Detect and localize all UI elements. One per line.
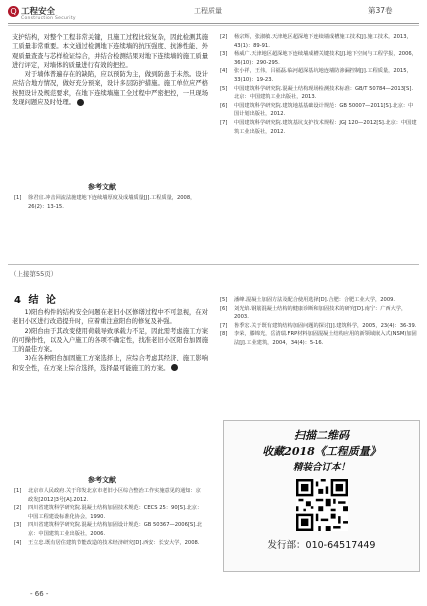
reference-item: [5] 潘峰.混凝土加固方法及配合使用选择[D].合肥：合肥工业大学，2009. xyxy=(220,297,396,303)
references-list-right xyxy=(220,296,418,348)
references-title: 参考文献 xyxy=(88,183,116,191)
conclusion-body xyxy=(12,308,208,373)
body-paragraph: 支护结构，对整个工程非常关键，且施工过程比较复杂，因此检测其施工质量非常重要。本文通过检测地下连续墙的抗压强度、抗渗性能、外观质量查查与芯样检证综合，并结合检测结果对地下连续墙的施工质量进行评定，对墙体的质量进行有效的把控。 xyxy=(12,34,208,69)
journal-name: 工程安全 xyxy=(21,7,56,17)
reference-item: [1] 徐君宜.冲击回流法施建地下连续墙厚度及成墙质量[J].工程质量，2008，26(2)：13-15. xyxy=(14,195,196,210)
reference-item: [7] 鲁季宏.关于既有建筑结构加固问题的探讨[J].建筑科学，2005，23(4)：36-39. xyxy=(220,322,417,329)
journal-brand xyxy=(8,4,88,24)
ad-subheadline: 收藏2018《工程质量》 xyxy=(262,445,381,458)
journal-name-en: Construction Security xyxy=(21,16,76,21)
qr-code-icon[interactable] xyxy=(296,479,348,531)
reference-item: [3] 四川省建筑科学研究院.混凝土结构加固设计规范：GB 50367—2006[S].北京：中国建筑工业出版社，2006. xyxy=(14,522,203,537)
header-divider-thin xyxy=(8,25,419,26)
reference-item: [6] 中国建筑科学研究院.建筑地基基础设计规范：GB 50007—2011[S].北京：中国计划出版社，2012. xyxy=(220,102,414,118)
reference-item: [7] 中国建筑科学研究院.建筑基坑支护技术规程：JGJ 120—2012[S].北京：中国建筑工业出版社，2012. xyxy=(220,119,417,135)
reference-item: [3] 杨威广.天津地区超深地下连续墙成槽关键技术[J].地下空间与工程学报，2006，36(10)：290-295. xyxy=(220,51,417,66)
references-list xyxy=(14,487,206,547)
references-title: 参考文献 xyxy=(88,476,116,484)
journal-logo-icon: Q xyxy=(8,6,19,17)
reference-item: [2] 杨宗辉，张淑敏.天津地区超深地下连续墙成槽施工技术[J].施工技术，2013，43(1)：89-91. xyxy=(220,34,412,49)
section-label: 工程质量 xyxy=(194,7,222,15)
volume-label: 第37卷 xyxy=(368,6,393,15)
section-heading: 4 结 论 xyxy=(14,295,58,306)
header-divider xyxy=(8,23,419,24)
reference-item: [4] 王立忠.既有居住建筑节能改造的技术经济研究[D].西安：长安大学，2008. xyxy=(14,539,200,546)
subscription-ad xyxy=(223,420,420,572)
references-list xyxy=(14,194,206,211)
ad-phone: 发行部：010-64517449 xyxy=(267,540,376,551)
body-paragraph: 对于墙体普遍存在的缺陷，应以预防为主，做到防患于未然。设计应结合地方情况，做好充分预案，设计多层防护措施。施工单位应严格按照设计及规范要求，在地下连续墙施工全过程中严密把控，一旦现场发现问题应及时处理。 Q xyxy=(12,71,208,107)
body-paragraph: 3)在各种阳台加固施工方案选择上，应综合考虑其经济、施工影响和安全性，在方案上综合选择，选择最可能施工的方案。 Q xyxy=(12,355,208,372)
ad-tagline: 精装合订本！ xyxy=(292,462,350,473)
reference-item: [8] 李荣，滕锦光，岳清瑞.FRP材料加固混凝土结构应用的新领域嵌入式(NSM)加固法[J].工业建筑，2004，34(4)：5-16. xyxy=(220,331,417,346)
end-mark-icon: Q xyxy=(77,99,84,106)
references-list-continued xyxy=(220,33,418,136)
end-mark-icon: Q xyxy=(171,364,178,371)
body-paragraph: 1)阳台构件的结构安全问题在老旧小区修缮过程中不可忽视，在对老旧小区进行改造提升时，应着重注意阳台的修复及补强。 xyxy=(12,309,208,326)
article-divider xyxy=(8,264,419,265)
page-number: - 66 - xyxy=(30,590,49,598)
reference-item: [2] 四川省建筑科学研究院.混凝土结构加固技术规范：CECS 25：90[S].北京：中国工程建设标准化协会，1990. xyxy=(14,505,203,520)
reference-item: [1] 北京市人民政府.关于印发北京市老旧小区综合整治工作实施意见的通知：京政发[2012]3号[A].2012. xyxy=(14,488,201,503)
continued-from-note: （上接第55页） xyxy=(10,270,58,278)
body-paragraph: 2)阳台由于其改变使用荷载导致承载力不足，因此需考虑施工方案的可操作性，以及入户施工的各项不确定性，找准老旧小区阳台加固施工的最佳方案。 xyxy=(12,327,208,354)
reference-item: [5] 中国建筑科学研究院.混凝土结构现场检测技术标准：GB/T 50784—2013[S].北京：中国建筑工业出版社，2013. xyxy=(220,85,413,101)
reference-item: [4] 张小祥，王伟，吕福磊.临河超深基坑地连墙防渗漏控制[J].工程质量，2015，33(10)：19-23. xyxy=(220,68,412,83)
ad-headline: 扫描二维码 xyxy=(294,429,349,442)
reference-item: [6] 刘光焰.钢筋混凝土结构的健康诊断和加固技术的研究[D].南宁：广西大学，2003. xyxy=(220,305,407,321)
top-left-body xyxy=(12,33,208,107)
